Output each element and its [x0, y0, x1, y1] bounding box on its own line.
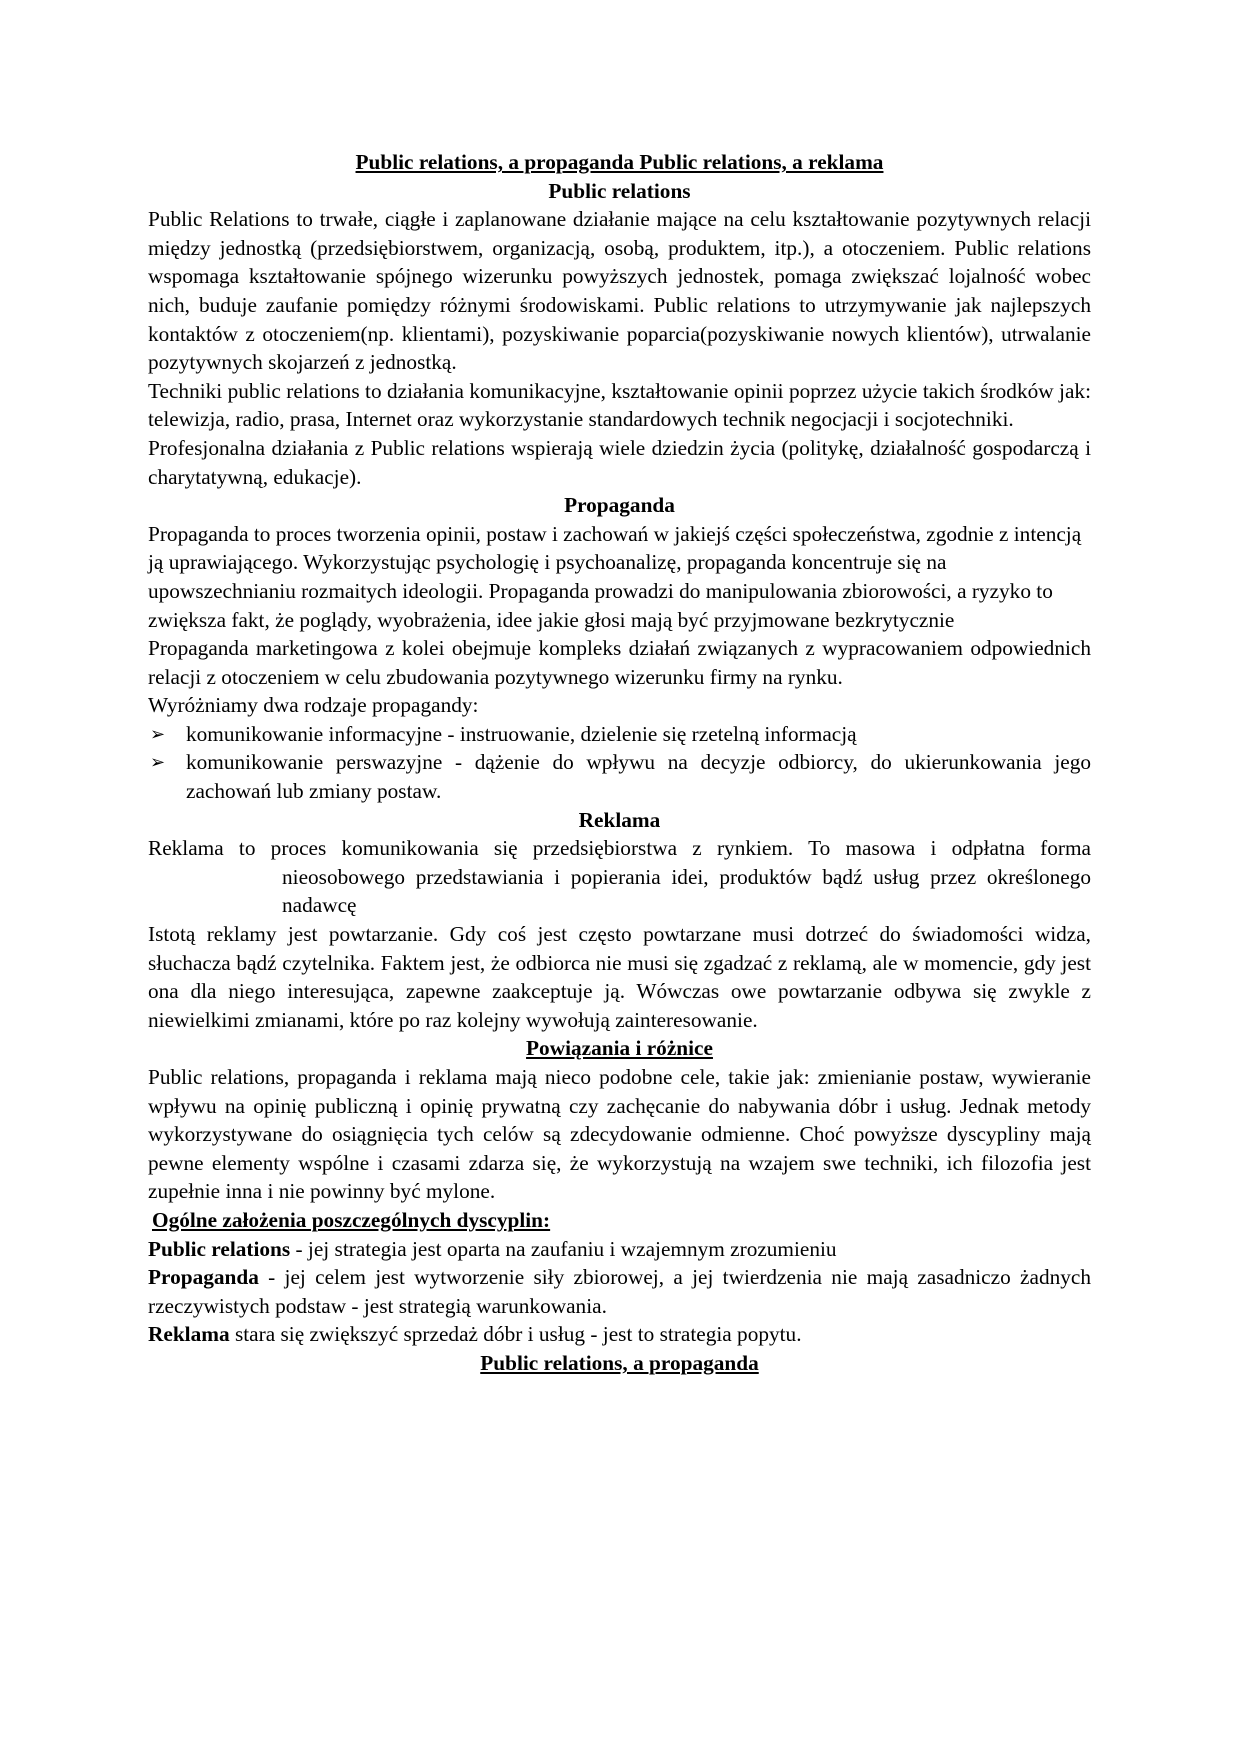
definition-text: - jej strategia jest oparta na zaufaniu i wzajemnym zrozumieniu — [290, 1236, 837, 1261]
definition-item — [148, 1320, 1091, 1349]
definition-term: Reklama — [148, 1322, 230, 1347]
paragraph: Techniki public relations to działania komunikacyjne, kształtowanie opinii poprzez użycie takich środków jak: telewizja, radio, prasa, Internet oraz wykorzystanie standardowych technik negocjacji i socjotechniki. — [148, 378, 1091, 432]
section-heading-public-relations: Public relations — [548, 178, 691, 203]
section-heading-reklama: Reklama — [578, 807, 661, 832]
list-item-text: komunikowanie informacyjne - instruowanie, dzielenie się rzetelną informacją — [186, 721, 857, 746]
definition-text: stara się zwiększyć sprzedaż dóbr i usług - jest to strategia popytu. — [229, 1322, 802, 1347]
paragraph: Public relations, propaganda i reklama mają nieco podobne cele, takie jak: zmienianie postaw, wywieranie wpływu na opinię publiczną i opinię prywatną czy zachęcanie do nabywania dóbr i usług. Jednak metody wykorzystywane do osiągnięcia tych celów są zdecydowanie odmienne. Choć powyższe dyscypliny mają pewne elementy wspólne i czasami zdarza się, że wykorzystują na wzajem swe techniki, ich filozofia jest zupełnie inna i nie powinny być mylone. — [148, 1065, 1091, 1204]
list-item — [148, 748, 1091, 805]
bullet-list — [148, 720, 1091, 806]
definition-term: Propaganda — [148, 1265, 259, 1290]
paragraph: Public Relations to trwałe, ciągłe i zaplanowane działanie mające na celu kształtowanie pozytywnych relacji między jednostką (przedsiębiorstwem, organizacją, osobą, produktem, itp.), a otoczeniem. Public relations wspomaga kształtowanie spójnego wizerunku powyższych jednostek, pomaga zwiększać lojalność wobec nich, buduje zaufanie pomiędzy różnymi środowiskami. Public relations to utrzymywanie jak najlepszych kontaktów z otoczeniem(np. klientami), pozyskiwanie poparcia(pozyskiwanie nowych klientów), utrwalanie pozytywnych skojarzeń z jednostką. — [148, 207, 1091, 375]
section-heading-propaganda: Propaganda — [564, 493, 675, 518]
paragraph: Wyróżniamy dwa rodzaje propagandy: — [148, 693, 479, 718]
paragraph: Propaganda to proces tworzenia opinii, postaw i zachowań w jakiejś części społeczeństwa, zgodnie z intencją ją uprawiającego. Wykorzystując psychologię i psychoanalizę, propaganda koncentruje się na upowszechnianiu rozmaitych ideologii. Propaganda prowadzi do manipulowania zbiorowości, a ryzyko to zwiększa fakt, że poglądy, wyobrażenia, idee jakie głosi mają być przyjmowane bezkrytycznie — [148, 521, 1082, 632]
document-page — [148, 148, 1091, 1378]
paragraph: Istotą reklamy jest powtarzanie. Gdy coś jest często powtarzane musi dotrzeć do świadomości widza, słuchacza bądź czytelnika. Faktem jest, że odbiorca nie musi się zgadzać z reklamą, ale w momencie, gdy jest ona dla niego interesująca, zapewne zaakceptuje ją. Wówczas owe powtarzanie odbywa się zwykle z niewielkimi zmianami, które po raz kolejny wywołują zainteresowanie. — [148, 922, 1091, 1032]
section-heading-relations: Powiązania i różnice — [526, 1036, 713, 1061]
paragraph: Reklama to proces komunikowania się przedsiębiorstwa z rynkiem. To masowa i odpłatna forma nieosobowego przedstawiania i popierania idei, produktów bądź usług przez określonego nadawcę — [148, 836, 1091, 918]
definition-text: - jej celem jest wytworzenie siły zbiorowej, a jej twierdzenia nie mają zasadniczo żadnych rzeczywistych podstaw - jest strategią warunkowania. — [148, 1265, 1091, 1318]
arrow-bullet-icon: ➢ — [150, 723, 166, 744]
definition-term: Public relations — [148, 1236, 291, 1261]
definition-item — [148, 1235, 1091, 1264]
section-heading-assumptions: Ogólne założenia poszczególnych dyscyplin: — [152, 1207, 551, 1232]
paragraph: Propaganda marketingowa z kolei obejmuje kompleks działań związanych z wypracowaniem odpowiednich relacji z otoczeniem w celu zbudowania pozytywnego wizerunku firmy na rynku. — [148, 636, 1091, 689]
definition-item — [148, 1263, 1091, 1320]
list-item — [148, 720, 1091, 749]
arrow-bullet-icon: ➢ — [150, 752, 166, 773]
section-heading-next: Public relations, a propaganda — [480, 1350, 759, 1375]
paragraph: Profesjonalna działania z Public relations wspierają wiele dziedzin życia (politykę, działalność gospodarczą i charytatywną, edukacje). — [148, 435, 1091, 489]
list-item-text: komunikowanie perswazyjne - dążenie do wpływu na decyzje odbiorcy, do ukierunkowania jego zachowań lub zmiany postaw. — [186, 750, 1091, 804]
document-title: Public relations, a propaganda Public relations, a reklama — [355, 150, 884, 174]
